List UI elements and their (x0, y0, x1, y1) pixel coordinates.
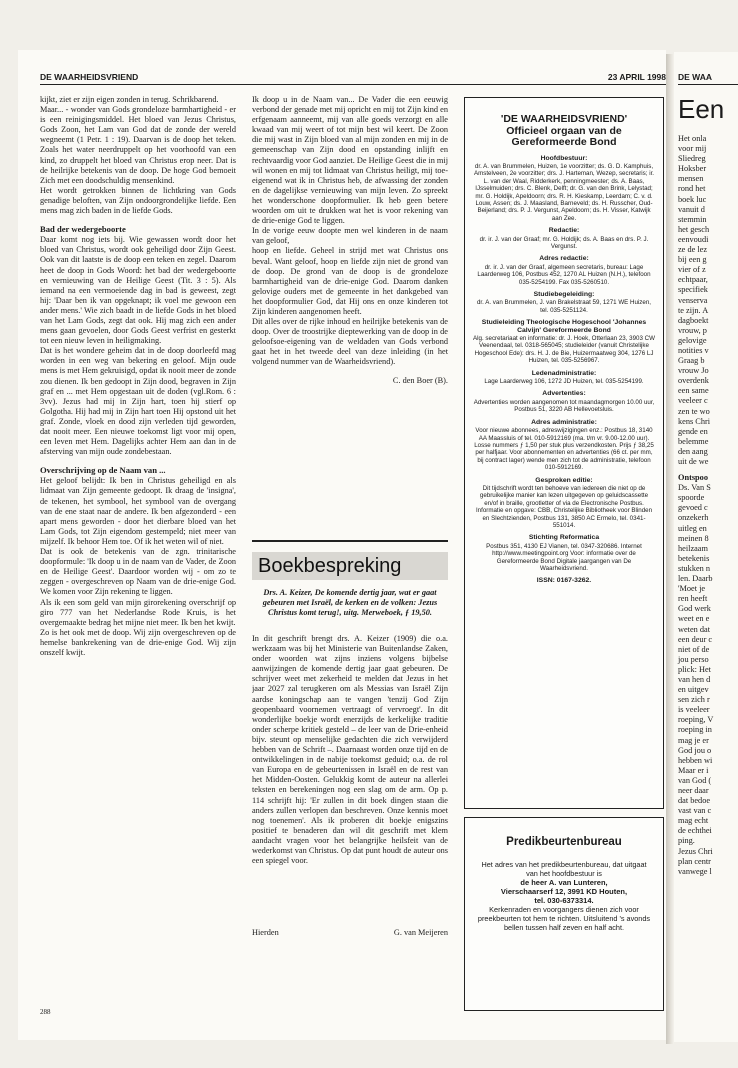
review-section-title: Boekbespreking (252, 552, 448, 580)
text-line: hebben wi (678, 755, 713, 765)
colophon-section (473, 370, 655, 386)
colophon-section-head: Stichting Reformatica (528, 534, 600, 542)
text-line: onzekerh (678, 513, 709, 523)
text-line: een same (678, 386, 709, 396)
text-line: vrouw, p (678, 325, 707, 335)
text-line: Sliedreg (678, 154, 706, 164)
text-line: voor mij (678, 144, 707, 154)
text-line: een deur c (678, 634, 713, 644)
colophon-section (473, 534, 655, 572)
text-line: vrouw Jo (678, 366, 709, 376)
text-line: 'Moet je (678, 584, 706, 594)
next-page-header-rule (678, 84, 738, 85)
text-line: vanuit d (678, 204, 705, 214)
colophon-section (473, 477, 655, 530)
colophon-section (473, 227, 655, 250)
text-line: den aang (678, 446, 708, 456)
text-line: plick: Het (678, 664, 711, 674)
paragraph: In dit geschrift brengt drs. A. Keizer (1909) die o.a. werkzaam was bij het Ministerie van Buitenlandse Zaken, onder woorden wat zijns inziens volgens bijbelse aanwijzingen de komende dertig jaar gaat gebeuren. De schrijver weet met zekerheid te melden dat Jezus in het jaar 2027 zal terugkeren om als Messias van Israël Zijn aardse koningschap aan te vangen 'tenzij God Zijn geopenbaard voornemen vertraagt of vervroegt'. In dit wonderlijke boekje wordt enerzijds de kerkelijke traditie onder scherpe kritiek gesteld – de leer van de Drie-enheid bijv. steunt op menselijke gedachten die zich verwijderd hebben van de Schrift –. Daarnaast worden onze tijd en de ontwikkelingen in de nabije toekomst geduid; o.a. de rol van Europa en de gebeurtenissen in Israël en de rest van het Midden-Oosten. Gelukkig komt de auteur na allerlei teksten en berekeningen nog een slag om de arm. Op p. 114 schrijft hij: 'Er zullen in dit boek dingen staan die anders zullen verlopen dan beschreven. Onze kennis moet nog toenemen'. Als ik proberen dit boekje enigszins positief te benaderen dan wil dit geschrift met klem aandacht vragen voor het belangrijke heilsfeit van de wederkomst van Christus. Op dat punt houdt de auteur ons een spiegel voor. (252, 634, 448, 866)
text-line: ze de lez (678, 245, 708, 255)
text-line: stemmin (678, 214, 707, 224)
text-line: is veeleer (678, 705, 710, 715)
text-line: van God ( (678, 775, 712, 785)
text-line: eenvoudi (678, 234, 709, 244)
text-line: gevoed c (678, 503, 708, 513)
text-line: mag echt (678, 816, 709, 826)
colophon-section (473, 319, 655, 364)
text-line: echtpaar, (678, 275, 708, 285)
predikbeurten-intro: Het adres van het predikbeurtenbureau, dat uitgaat van het hoofdbestuur is (481, 860, 647, 878)
text-line: Ontspoo (678, 473, 708, 483)
text-line: God werk (678, 604, 711, 614)
text-line: roeping, V (678, 715, 714, 725)
paragraph: kijkt, ziet er zijn eigen zonden in terug. Schrikbarend. (40, 95, 219, 104)
colophon-section-head: Adres administratie: (531, 418, 597, 426)
colophon-section-text: dr. ir. J. van der Graaf; mr. G. Holdijk; ds. A. Baas en drs. P. J. Vergunst. (479, 235, 649, 250)
text-line: Het onla (678, 134, 707, 143)
text-line: kens Chri (678, 416, 711, 426)
colophon-box (464, 97, 664, 809)
colophon-section-text: Voor nieuwe abonnees, adreswijzigingen enz.: Postbus 18, 3140 AA Maassluis of tel. 010-5912169 (ma. t/m vr. 9.00-12.00 uur). Losse nummers ƒ 1,50 per stuk plus verzendkosten. Prijs ƒ 38,25 per halfjaar. Voor abonnementen en advertenties (66 ct. per mm, bij contract lager) wende men zich tot de administratie, telefoon 010-5912169. (474, 427, 654, 472)
text-line: Ds. Van S (678, 483, 711, 493)
publication-name: DE WAARHEIDSVRIEND (40, 72, 139, 82)
next-page-header: DE WAA (678, 72, 712, 82)
predikbeurten-contact-name: de heer A. van Lunteren, (520, 878, 608, 887)
paragraph: hoop en liefde. Geheel in strijd met wat Christus ons beval. Want geloof, hoop en liefde zijn niet de grond van de doop. De grond van de doop is de grondeloze barmhartigheid van de drie-enige God. Daarom danken gelovige ouders met de gemeente in het dankgebed van het doopformulier God, dat Hij ons en onze kinderen tot Zijn kinderen aangenomen heeft. (252, 246, 448, 316)
text-line: vier of z (678, 265, 706, 275)
text-line: jou perso (678, 654, 709, 664)
text-line: ren heeft (678, 594, 708, 604)
text-line: stukken n (678, 563, 711, 573)
text-line: weten dat (678, 624, 711, 634)
text-line: uitleg en (678, 523, 707, 533)
colophon-section (473, 291, 655, 314)
review-place: Hierden (252, 928, 279, 937)
text-line: Hoksber (678, 164, 707, 174)
text-line: meinen 8 (678, 533, 709, 543)
article-column-1 (40, 95, 236, 995)
paragraph: Daar komt nog iets bij. Wie gewassen wordt door het bloed van Christus, wordt ook geheiligd door Zijn Geest. Ook van dit laatste is de doop een teken en zegel. Daarom heet de doop in Gods Woord: het bad der wedergeboorte en vernieuwing van de Heilige Geest (Tit. 3 : 5). Als iemand na een vermoeiende dag in bad is geweest, zegt hij: 'Daar ben ik van opgeknapt; ik voel me gewoon een ander mens.' Wie zich baadt in de liefde Gods in het bloed van het Lam Gods, zegt dat ook. Hij mag zich een ander mens gaan gevoelen, door Gods Geest verfrist en gesterkt tot een nieuw leven in heiligmaking. (40, 235, 236, 346)
book-gutter (666, 54, 674, 1044)
colophon-section-text: dr. A. van Brummelen, Huizen, 1e voorzitter; ds. G. D. Kamphuis, Amstelveen, 2e voorzitter; drs. J. Harteman, Wezep, secretaris; ir. L. van der Waal, Ridderkerk, penningmeester; ds. A. Baas, IJsselmuiden; drs. C. Blenk, Delft; dr. G. van den Brink, Lelystad; mr. G. Holdijk, Apeldoorn; drs. R. H. Kieskamp, Leerdam; C. v. d. Louw, Assen; ds. J. Maasland, Barneveld; ds. H. Russcher, Oud-Beijerland; drs. P. J. Vergunst, Apeldoorn; ds. H. Visser, Katwijk aan Zee. (473, 162, 655, 222)
text-line: gende en (678, 426, 708, 436)
colophon-section-head: Gesproken editie: (535, 476, 593, 484)
predikbeurten-instructions: Kerkenraden en voorgangers dienen zich voor preekbeurten tot hem te richten. Uitsluitend 's avonds bellen tussen half zeven en half acht. (477, 905, 651, 932)
text-line: vanwege l (678, 866, 712, 876)
page-right-partial (674, 52, 738, 1042)
section-heading: Bad der wedergeboorte (40, 224, 126, 235)
paragraph: Maar... - wonder van Gods grondeloze barmhartigheid - er is een reinigingsmiddel. Het bloed van Jezus Christus, Gods Zoon, het Lam van God dat de zonde der wereld wegneemt (1 Petr. 1 : 19). Daarvan is de doop het teken. Zoals het water neerdruppelt op het voorhoofd van een kind, zo druppelt het bloed van Christus erop neer. Dat is de heilrijke betekenis van de doop. De hoge God bemoeit Zich met een doodschuldig mensenkind. (40, 105, 236, 185)
review-book-heading: Drs. A. Keizer, De komende dertig jaar, wat er gaat gebeuren met Israël, de kerken en de volken: Jezus Christus komt terug!, uitg. Merweboek, ƒ 19,50. (262, 588, 438, 617)
issue-date: 23 APRIL 1998 (607, 72, 666, 82)
paragraph: In de vorige eeuw doopte men wel kinderen in de naam van geloof, (252, 226, 448, 246)
header-rule (40, 84, 666, 85)
text-line: bij een g (678, 255, 707, 265)
paragraph: Zo is het ook met de doop. Wij zijn overgeschreven op de hemelse bankrekening van de drie-enige God. Wij zijn onszelf kwijt. (40, 627, 236, 657)
text-line: gelovige (678, 335, 707, 345)
text-line: uit de we (678, 457, 709, 466)
paragraph: Dit alles over de rijke inhoud en heilrijke betekenis van de doop. Over de troostrijke dieptewerking van de doop in de geloofsoe-eigening van de weldaden van Gods verbond gaat het in het tweede deel van deze inleiding (in het volgend nummer van de Waarheidsvriend). (252, 317, 448, 367)
predikbeurten-box (464, 817, 664, 1011)
colophon-section-text: dr. ir. J. van der Graaf, algemeen secretaris, bureau: Lage Laarderweg 106, Postbus 452, 1270 AL Huizen (N.H.), telefoon 035-5254199. Fax 035-5260510. (477, 263, 651, 286)
colophon-section-text: dr. A. van Brummelen, J. van Brakelstraat 59, 1271 WE Huizen, tel. 035-5251124. (476, 299, 652, 314)
text-line: venserva (678, 295, 708, 305)
colophon-section-text: Advertenties worden aangenomen tot maandagmorgen 10.00 uur, Postbus 51, 3220 AB Hellevoetsluis. (473, 398, 655, 414)
colophon-subtitle: Officieel orgaan van de Gereformeerde Bond (506, 124, 622, 148)
colophon-section-head: Studiebegeleiding: (533, 291, 595, 298)
text-line: en uitgev (678, 685, 709, 695)
text-line: roeping in (678, 725, 712, 735)
paragraph: Het geloof belijdt: Ik ben in Christus geheiligd en als lidmaat van Zijn gemeente gedoopt. Ik draag de 'insigna', de tekenen, het symbool, het symbool van de overgang van de ene staat naar de andere. Ik ben afgezonderd - een apart mens geworden - door het dierbare bloed van het Lam Gods, tot Zijn eigendom gestempeld; niet meer van mijzelf. Ik behoor Hem toe. Of ik het weten wil of niet. (40, 476, 236, 546)
text-line: het gesch (678, 224, 710, 234)
text-line: ping. (678, 836, 695, 846)
review-body (252, 634, 448, 926)
text-line: spoorde (678, 493, 705, 503)
text-line: zen te wo (678, 406, 710, 416)
article-column-2 (252, 95, 448, 535)
predikbeurten-phone: tel. 030-6373314. (534, 896, 594, 905)
colophon-section-head: Adres redactie: (539, 255, 589, 263)
text-line: plan centr (678, 856, 711, 866)
text-line: Graag b (678, 356, 705, 366)
colophon-title (469, 114, 659, 149)
text-line: Jezus Chri (678, 846, 713, 856)
page-number: 288 (40, 1008, 51, 1016)
colophon-section (473, 155, 655, 223)
colophon-section-head: Redactie: (548, 227, 580, 235)
paragraph: Het wordt getrokken binnen de lichtkring van Gods genadige beloften, van Zijn ondoorgrondelijke liefde. Een mens mag zich baden in de liefde Gods. (40, 185, 236, 216)
paragraph: Dat is het wondere geheim dat in de doop doorleefd mag worden in een weg van bekering en geloof. Mijn oude mens is met Hem gekruisigd, opdat ik nooit meer de zonde zou dienen. Ik ben gedoopt in Zijn dood, begraven in Zijn graf en ... met Hem opgestaan uit de doden (vgl.Rom. 6 : 3vv). Jezus had mij in Zijn hart, toen hij stierf op Golgotha. Hij had mij in Zijn hart toen Hij opstond uit het graf. Zonde, vloek en dood zijn verleden tijd geworden, dat nooit meer. Een nieuwe toekomst ligt voor mij open, een leven met Hem. Dagelijks achter Hem aan dan in de afsterving van mijn oude zondebestaan. (40, 346, 236, 457)
text-line: rond het (678, 184, 706, 194)
text-line: God jou o (678, 745, 712, 755)
colophon-section-head: Studieleiding Theologische Hogeschool 'Johannes Calvijn' Gereformeerde Bond (481, 319, 647, 334)
text-line: de echthei (678, 826, 712, 836)
predikbeurten-title: Predikbeurtenbureau (506, 836, 622, 848)
text-line: mag je er (678, 735, 709, 745)
predikbeurten-address: Vierschaarserf 12, 3991 KD Houten, (500, 887, 628, 896)
article-author: C. den Boer (B). (392, 375, 448, 385)
paragraph: Ik doop u in de Naam van... De Vader die een eeuwig verbond der genade met mij opricht en mij tot Zijn kind en erfgenaam aanneemt, mij van alle goeds verzorgt en alle kwaad van mij weert of tot mijn best wil keert. De Zoon die mij wast in Zijn bloed van al mijn zonden en mij in de gemeenschap van Zijn dood en opstanding inlijft en rechtvaardig voor God aanziet. De Heilige Geest die in mij wil wonen en mij tot lidmaat van Christus heiligt, mij toe-eigenend wat ik in Christus heb, de afwassing der zonden en de dagelijkse vernieuwing van mijn leven. Zo spreekt het wonderschone doopformulier. Ik heb geen betere woorden om uit te drukken wat het is voor rekening van de drie-enige God te liggen. (252, 95, 448, 226)
text-line: sen zich r (678, 695, 710, 705)
section-heading: Overschrijving op de Naam van ... (40, 465, 166, 476)
text-line: boek luc (678, 194, 707, 204)
colophon-section-text: Lage Laarderweg 106, 1272 JD Huizen, tel. 035-5254199. (484, 378, 644, 386)
text-line: veeleer c (678, 396, 708, 406)
text-line: van hen d (678, 674, 711, 684)
text-line: niet of de (678, 644, 710, 654)
text-line: mensen (678, 174, 704, 184)
colophon-section-text: Alg. secretariaat en informatie: dr. J. Hoek, Otterlaan 23, 3903 CW Veenendaal, tel. 0318-565045; studieleider (vanuit Christelijke Hogeschool Ede): drs. H. J. de Bie, Huizermaatweg 304, 1276 LJ Huizen, tel. 035-5256967. (473, 335, 655, 365)
text-line: weet en e (678, 614, 710, 624)
text-line: Maar er i (678, 765, 709, 775)
text-line: len. Daarb (678, 574, 713, 584)
colophon-title-line: 'DE WAARHEIDSVRIEND' (500, 113, 628, 125)
colophon-section-text: Dit tijdschrift wordt ten behoeve van iedereen die niet op de gebruikelijke manier kan lezen uitgegeven op geluidscassette en/of in braille, grootletter of via de Electronische Postbus. Informatie en opgave: CBB, Christelijke Bibliotheek voor Blinden en Slechtzienden, Postbus 131, 3850 AC Ermelo, tel. 0341-551014. (475, 484, 653, 529)
text-line: betekenis (678, 553, 710, 563)
colophon-section-head: Hoofdbestuur: (540, 154, 588, 162)
text-line: dat bedoe (678, 796, 711, 806)
text-line: heilzaam (678, 543, 708, 553)
paragraph: Als ik een som geld van mijn girorekening overschrijf op giro 777 van het Nederlandse Rode Kruis, is het overgemaakte bedrag het mijne niet meer. Ik ben het kwijt. (40, 597, 236, 627)
text-line: vast van c (678, 806, 712, 816)
colophon-section (473, 255, 655, 286)
predikbeurten-text (475, 860, 653, 932)
colophon-section (473, 419, 655, 472)
colophon-section (473, 390, 655, 413)
text-line: belemme (678, 436, 709, 446)
text-line: specifiek (678, 285, 708, 295)
text-line: dagboekt (678, 315, 709, 325)
next-page-title: Een (678, 94, 725, 124)
colophon-section-head: Ledenadministratie: (531, 369, 597, 377)
issn-number: ISSN: 0167-3262. (536, 577, 592, 585)
text-line: notities v (678, 345, 709, 355)
text-line: overdenk (678, 376, 709, 386)
section-divider (252, 540, 448, 542)
paragraph: Dat is ook de betekenis van de zgn. trinitarische doopformule: 'Ik doop u in de naam van de Vader, de Zoon en de Heilige Geest'. Daardoor worden wij - om zo te zeggen - overgeschreven op Naam van de drie-enige God. We komen voor Zijn rekening te liggen. (40, 547, 236, 597)
next-page-text (678, 134, 738, 877)
colophon-section-text: Postbus 351, 4130 EJ Vianen, tel. 0347-320686. Internet http://www.meetingpoint.org Voor: informatie over de Gereformeerde Bond Digitale jaargangen van De Waarheidsvriend. (486, 542, 642, 572)
colophon-section-head: Advertenties: (542, 390, 586, 398)
text-line: neer daar (678, 786, 709, 795)
reviewer-name: G. van Meijeren (393, 928, 448, 937)
text-line: te zijn. A (678, 305, 709, 315)
